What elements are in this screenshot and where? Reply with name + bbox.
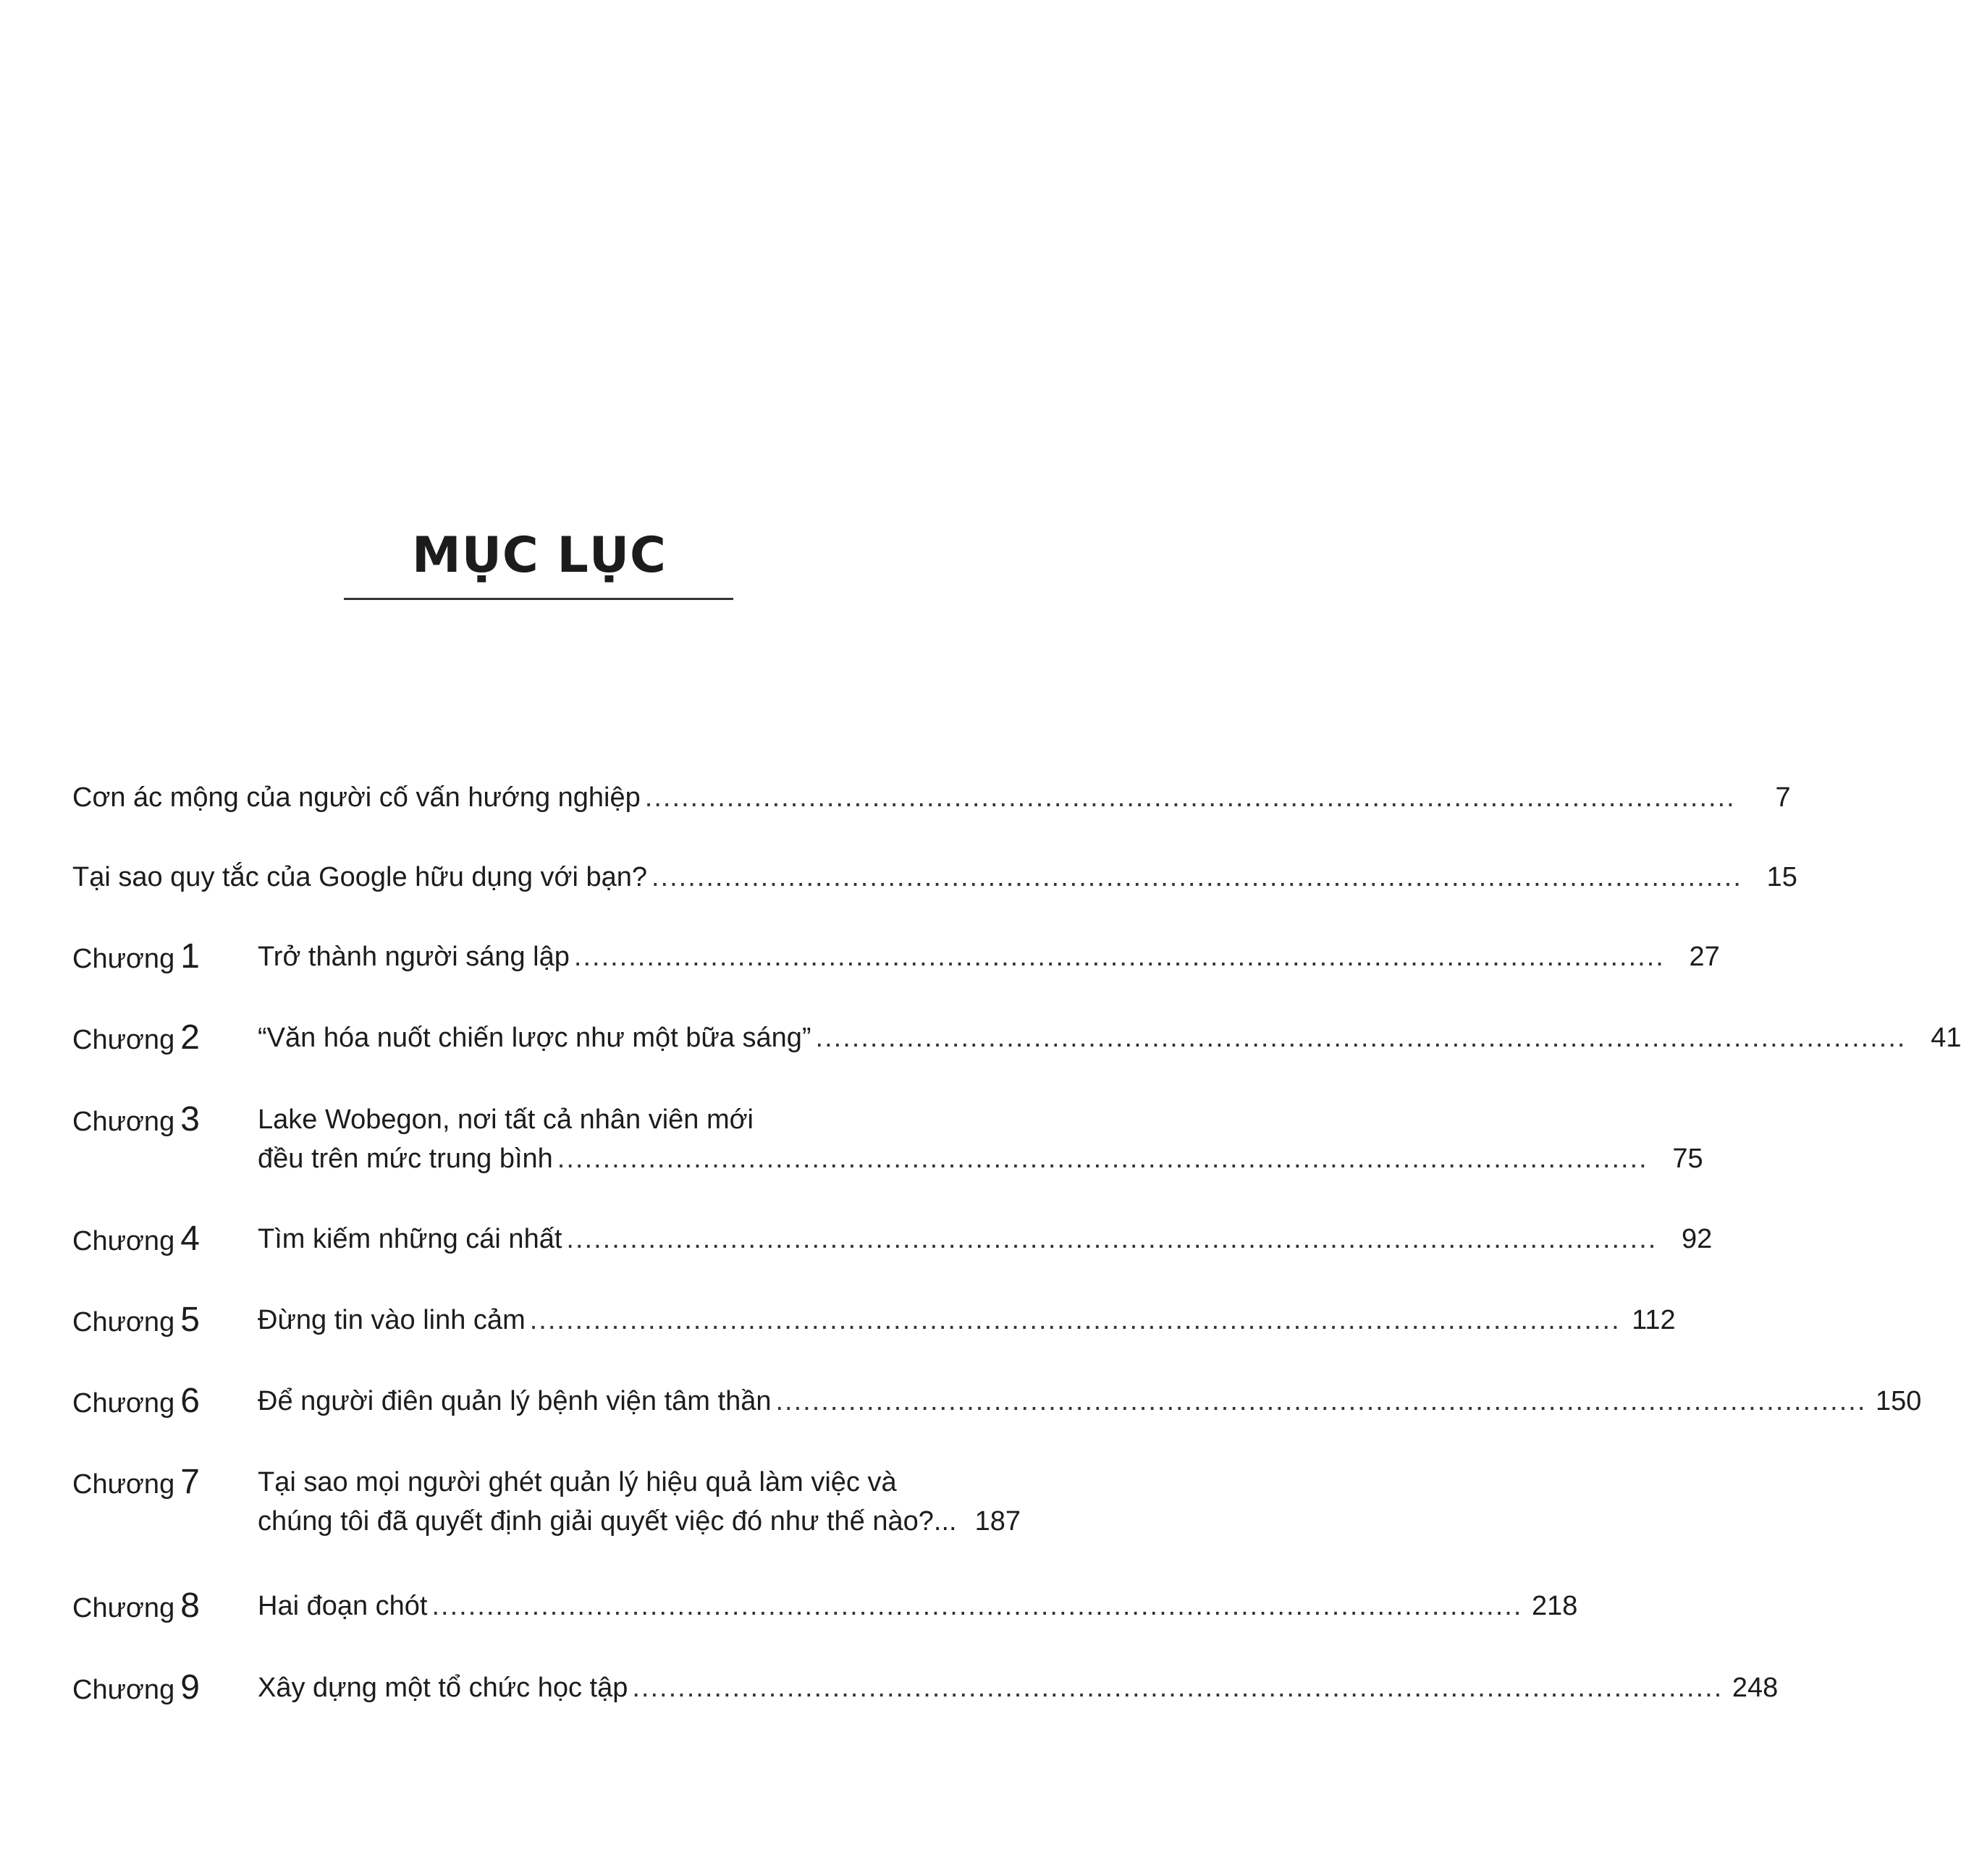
chapter-number: 9: [180, 1668, 200, 1707]
chapter-label: Chương 9: [72, 1668, 200, 1707]
dot-leader: ........................................................................................................................: [651, 862, 1742, 892]
toc-page-number: 248: [1732, 1673, 1779, 1703]
chapter-number: 1: [180, 937, 200, 976]
chapter-label: Chương 5: [72, 1301, 200, 1339]
toc-entry-title: Cơn ác mộng của người cố vấn hướng nghiệp: [72, 782, 641, 813]
chapter-number: 5: [180, 1301, 200, 1339]
toc-page-number: 75: [1672, 1144, 1703, 1174]
chapter-number: 4: [180, 1220, 200, 1258]
toc-page-number: 7: [1775, 782, 1791, 813]
toc-page-number: 112: [1632, 1305, 1676, 1335]
toc-entry-title: Đừng tin vào linh cảm: [258, 1305, 526, 1335]
dot-leader: ........................................................................................................................: [775, 1386, 1867, 1416]
chapter-label: Chương 8: [72, 1586, 200, 1625]
toc-entry-title-line-2: chúng tôi đã quyết định giải quyết việc đó như thế nào?...: [258, 1506, 957, 1537]
toc-entry-title: “Văn hóa nuốt chiến lược như một bữa sáng”: [258, 1023, 811, 1053]
dot-leader: ........................................................................................................................: [566, 1224, 1658, 1254]
toc-page-number: 218: [1532, 1591, 1578, 1621]
chapter-label: Chương 3: [72, 1100, 200, 1138]
dot-leader: ........................................................................................................................: [632, 1673, 1724, 1703]
dot-leader: ........................................................................................................................: [573, 942, 1665, 972]
chapter-label: Chương 6: [72, 1382, 200, 1420]
toc-page-number: 41: [1931, 1023, 1961, 1053]
page-title: MỤC LỤC: [412, 527, 667, 584]
toc-entry-title: Hai đoạn chót: [258, 1591, 428, 1621]
toc-entry-title: Tìm kiếm những cái nhất: [258, 1224, 562, 1254]
toc-page-number: 150: [1876, 1386, 1922, 1416]
toc-page-number: 27: [1689, 942, 1720, 972]
chapter-label: Chương 7: [72, 1463, 200, 1501]
toc-page-number: 187: [974, 1506, 1021, 1537]
toc-entry-title: Để người điên quản lý bệnh viện tâm thần: [258, 1386, 772, 1416]
toc-page-number: 92: [1682, 1224, 1713, 1254]
dot-leader: ........................................................................................................................: [815, 1023, 1907, 1053]
title-underline: [344, 598, 733, 600]
toc-entry-title-line-1: Lake Wobegon, nơi tất cả nhân viên mới: [258, 1104, 754, 1135]
chapter-number: 6: [180, 1382, 200, 1420]
toc-page-number: 15: [1766, 862, 1797, 892]
dot-leader: ........................................................................................................................: [557, 1144, 1648, 1174]
chapter-number: 8: [180, 1586, 200, 1625]
chapter-label: Chương 2: [72, 1018, 200, 1057]
toc-entry-title: Xây dựng một tổ chức học tập: [258, 1673, 628, 1703]
dot-leader: ........................................................................................................................: [644, 782, 1736, 813]
dot-leader: ........................................................................................................................: [431, 1591, 1523, 1621]
chapter-number: 2: [180, 1018, 200, 1057]
chapter-label: Chương 1: [72, 937, 200, 976]
toc-entry-title: Trở thành người sáng lập: [258, 942, 570, 972]
toc-entry-title-line-2: đều trên mức trung bình: [258, 1144, 553, 1174]
toc-entry-title: Tại sao quy tắc của Google hữu dụng với bạn?: [72, 862, 647, 892]
dot-leader: ........................................................................................................................: [529, 1305, 1621, 1335]
toc-entry-title-line-1: Tại sao mọi người ghét quản lý hiệu quả làm việc và: [258, 1467, 897, 1497]
chapter-label: Chương 4: [72, 1220, 200, 1258]
chapter-number: 7: [180, 1463, 200, 1501]
chapter-number: 3: [180, 1100, 200, 1138]
